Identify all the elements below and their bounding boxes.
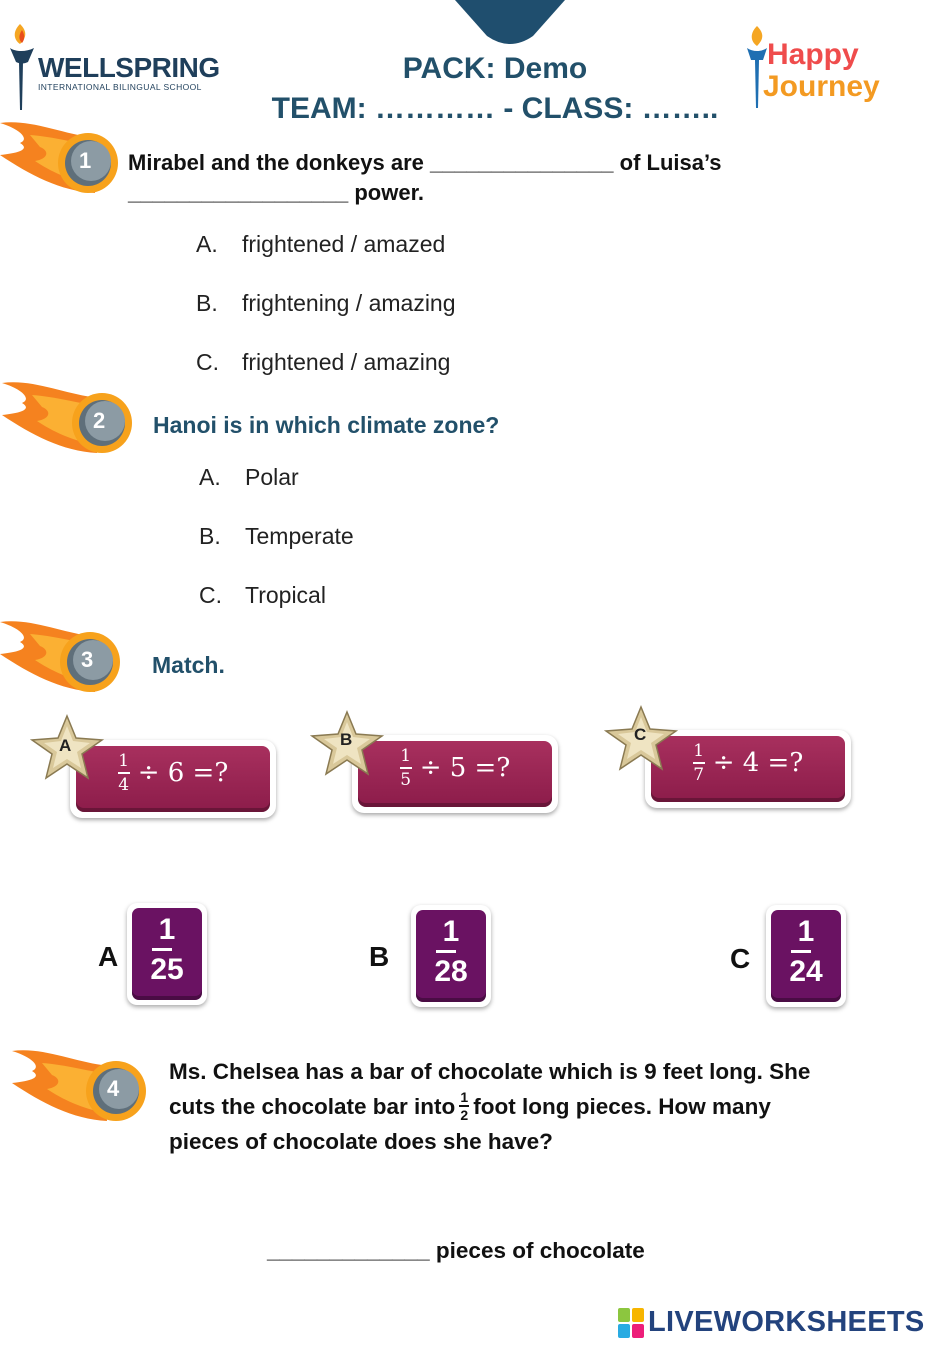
card-expression: ÷ 6 =? xyxy=(137,757,229,788)
match-card-a[interactable]: $\frac{1}{4}$ ÷ 6 =? xyxy=(70,740,276,818)
q2-option-c[interactable]: C. Tropical xyxy=(199,582,326,608)
q2-option-a[interactable]: A. Polar xyxy=(199,464,299,490)
team-class-line: TEAM: ………… - CLASS: …….. xyxy=(271,92,719,125)
answer-label-c: C xyxy=(730,943,751,974)
comet-icon xyxy=(2,375,137,465)
answer-tile-a[interactable]: 1 25 xyxy=(127,903,207,1005)
q4-line2: cuts the chocolate bar into $\frac{1}{2}$ foot long pieces. How many xyxy=(169,1089,771,1123)
question-number: 2 xyxy=(93,408,106,433)
logo-happy: Happy xyxy=(767,38,859,71)
answer-tile-b[interactable]: 1 28 xyxy=(411,905,491,1007)
card-expression: ÷ 5 =? xyxy=(419,752,511,783)
cubes-icon xyxy=(618,1308,644,1338)
pack-title: PACK: Demo xyxy=(402,52,588,85)
question-badge-1 xyxy=(0,115,135,205)
match-card-b[interactable]: $\frac{1}{5}$ ÷ 5 =? xyxy=(352,735,558,813)
question-badge-3 xyxy=(0,614,135,704)
q4-answer-field[interactable]: _____________ pieces of chocolate xyxy=(267,1238,645,1263)
star-label-b: B xyxy=(308,708,386,778)
header-tab xyxy=(455,0,565,44)
q4-line1: Ms. Chelsea has a bar of chocolate which is 9 feet long. She xyxy=(169,1059,811,1084)
q1-option-b[interactable]: B. frightening / amazing xyxy=(196,290,456,316)
q3-text: Match. xyxy=(152,652,225,678)
answer-label-a: A xyxy=(98,941,119,972)
half-fraction: $\frac{1}{2}$ xyxy=(460,1089,469,1123)
torch-icon xyxy=(6,22,38,112)
star-label-a: A xyxy=(28,712,106,782)
answer-tile-c[interactable]: 1 24 xyxy=(766,905,846,1007)
liveworksheets-logo xyxy=(618,1306,925,1339)
card-expression: ÷ 4 =? xyxy=(712,747,804,778)
match-card-c[interactable]: $\frac{1}{7}$ ÷ 4 =? xyxy=(645,730,851,808)
q1-option-a[interactable]: A. frightened / amazed xyxy=(196,231,446,257)
q1-option-c[interactable]: C. frightened / amazing xyxy=(196,349,451,375)
q1-line2: __________________ power. xyxy=(128,180,425,205)
comet-icon xyxy=(0,115,135,205)
question-number: 1 xyxy=(79,148,92,173)
school-logo xyxy=(6,22,220,112)
comet-icon xyxy=(0,614,135,704)
school-subtitle: INTERNATIONAL BILINGUAL SCHOOL xyxy=(38,82,202,92)
school-name: WELLSPRING xyxy=(38,52,220,83)
question-number: 3 xyxy=(81,647,94,672)
q4-line3: pieces of chocolate does she have? xyxy=(169,1129,553,1154)
q1-line1: Mirabel and the donkeys are _______________ of Luisa’s xyxy=(128,150,722,175)
question-badge-2 xyxy=(2,375,137,465)
logo-journey: Journey xyxy=(763,70,880,103)
answer-label-b: B xyxy=(369,941,390,972)
q2-text: Hanoi is in which climate zone? xyxy=(153,412,500,438)
comet-icon xyxy=(12,1043,147,1133)
footer-brand: LIVEWORKSHEETS xyxy=(648,1306,925,1338)
question-number: 4 xyxy=(107,1076,120,1101)
q2-option-b[interactable]: B. Temperate xyxy=(199,523,354,549)
question-badge-4 xyxy=(12,1043,147,1133)
star-label-c: C xyxy=(602,703,680,773)
